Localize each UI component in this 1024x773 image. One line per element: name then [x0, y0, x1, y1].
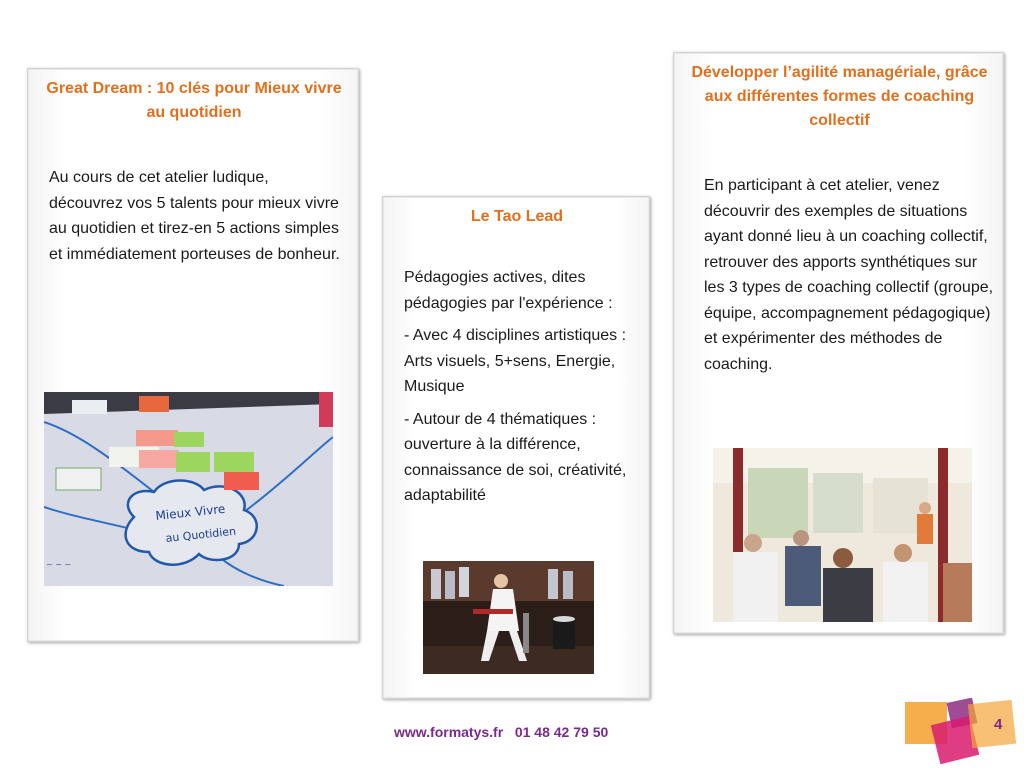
- performance-photo-image: [423, 561, 594, 674]
- card-paragraph-3: - Autour de 4 thématiques : ouverture à la différence, connaissance de soi, créativité, adaptabilité: [404, 410, 627, 504]
- mindmap-photo-image: [44, 392, 333, 586]
- mindmap-caption-line2: au Quotidien: [164, 524, 237, 545]
- card-description: [404, 265, 640, 516]
- card-paragraph-2: - Avec 4 disciplines artistiques : Arts visuels, 5+sens, Energie, Musique: [404, 327, 627, 395]
- card-paragraph: En participant à cet atelier, venez découvrir des exemples de situations ayant donné lieu à un coaching collectif, retrouver des apports synthétiques sur les 3 types de coaching collectif (groupe, équipe, accompagnement pédagogique) et expérimenter des méthodes de coaching.: [704, 177, 994, 373]
- footer-website-link[interactable]: www.formatys.fr: [394, 724, 504, 740]
- page-number: 4: [994, 716, 1003, 733]
- performance-photo: [423, 561, 594, 674]
- mindmap-photo: [44, 392, 333, 586]
- card-title: Développer l’agilité managériale, grâce aux différentes formes de coaching collectif: [691, 64, 988, 129]
- card-paragraph-1: Pédagogies actives, dites pédagogies par l'expérience :: [404, 269, 613, 312]
- card-great-dream: [27, 68, 359, 642]
- card-tao-lead: [382, 196, 650, 699]
- footer-phone: 01 48 42 79 50: [514, 724, 609, 740]
- coaching-session-photo: [713, 448, 972, 622]
- footer-contact: [394, 724, 608, 740]
- card-description: [704, 173, 996, 384]
- card-coaching-collectif: [673, 52, 1004, 634]
- card-paragraph: Au cours de cet atelier ludique, découvrez vos 5 talents pour mieux vivre au quotidien et tirez-en 5 actions simples et immédiatement porteuses de bonheur.: [49, 169, 340, 263]
- card-title: Le Tao Lead: [470, 208, 564, 225]
- card-title: Great Dream : 10 clés pour Mieux vivre au quotidien: [46, 80, 342, 121]
- decorative-squares-logo: [905, 698, 1024, 768]
- coaching-session-photo-image: [713, 448, 972, 622]
- mindmap-caption-line1: Mieux Vivre: [154, 501, 226, 523]
- card-description: [49, 165, 345, 274]
- svg-text:~ ~ ~: ~ ~ ~: [46, 560, 72, 569]
